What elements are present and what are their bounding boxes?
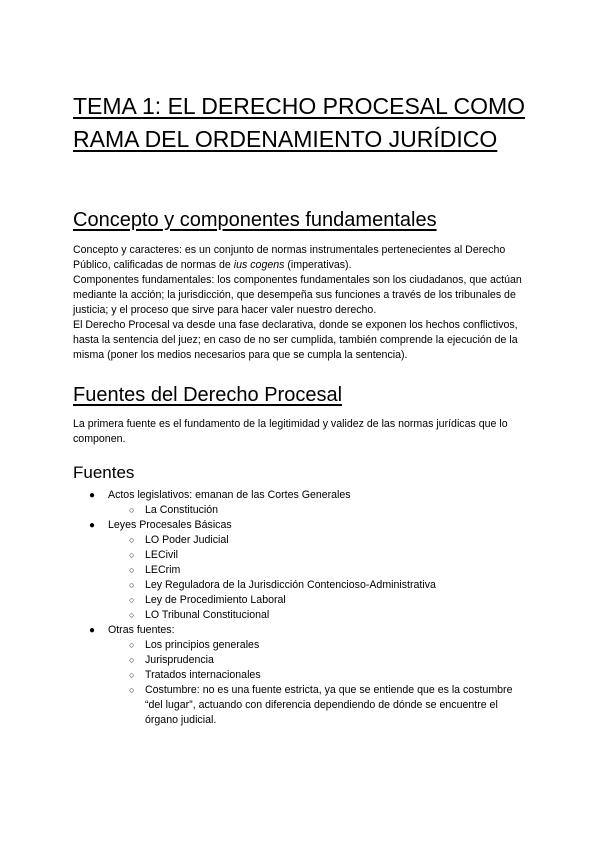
section-concepto-body [73,243,538,363]
sub-list-item [73,548,543,563]
circle-bullet-icon: ○ [129,595,135,605]
sub-list-item-label: Ley de Procedimiento Laboral [145,594,286,606]
circle-bullet-icon: ○ [129,565,135,575]
bullet-icon: ● [89,490,96,501]
sub-list-item-label: LO Poder Judicial [145,534,229,546]
list-item [73,518,543,533]
section-fuentes-body [73,417,538,447]
sub-list-item-label: Ley Reguladora de la Jurisdicción Contencioso-Administrativa [145,579,436,591]
sub-list-item [73,638,543,653]
paragraph-text: (imperativas). [284,259,352,271]
sub-list-item-label: La Constitución [145,504,219,516]
paragraph-componentes: Componentes fundamentales: los componentes fundamentales son los ciudadanos, que actúan mediante la acción; la jurisdicción, que desempeña sus funciones a través de los tribunales de justicia; y el proceso que sirve para hacer valer nuestro derecho. [73,274,522,316]
circle-bullet-icon: ○ [129,670,135,680]
paragraph-fases: El Derecho Procesal va desde una fase declarativa, donde se exponen los hechos conflictivos, hasta la sentencia del juez; en caso de no ser cumplida, también comprende la ejecución de la misma (poner los medios necesarios para que se cumpla la sentencia). [73,319,518,361]
fuentes-list [73,488,543,728]
sub-list-item-label: Tratados internacionales [145,669,261,681]
list-item [73,488,543,503]
circle-bullet-icon: ○ [129,655,135,665]
circle-bullet-icon: ○ [129,685,135,695]
sub-list-item-label: Costumbre: no es una fuente estricta, ya que se entiende que es la costumbre “del lugar”, actuando con diferencia dependiendo de dónde se encuentre el órgano judicial. [145,684,513,726]
paragraph-concepto [73,243,538,273]
circle-bullet-icon: ○ [129,610,135,620]
sub-list-item-label: Jurisprudencia [145,654,214,666]
list-item-label: Actos legislativos: emanan de las Cortes Generales [108,489,351,501]
paragraph-text: Concepto y caracteres: es un conjunto de normas instrumentales pertenecientes al Derecho Público, calificadas de normas de [73,244,506,271]
circle-bullet-icon: ○ [129,550,135,560]
bullet-icon: ● [89,520,96,531]
circle-bullet-icon: ○ [129,640,135,650]
subsection-heading-fuentes: Fuentes [73,463,135,482]
sub-list-item [73,533,543,548]
sub-list-item-label: LECrim [145,564,181,576]
sub-list-item [73,683,543,728]
section-heading-concepto: Concepto y componentes fundamentales [73,209,437,231]
circle-bullet-icon: ○ [129,535,135,545]
emphasis-text: ius cogens [233,259,285,271]
document-title: TEMA 1: EL DERECHO PROCESAL COMO RAMA DEL ORDENAMIENTO JURÍDICO [73,93,526,152]
list-item-label: Leyes Procesales Básicas [108,519,232,531]
circle-bullet-icon: ○ [129,505,135,515]
circle-bullet-icon: ○ [129,580,135,590]
sub-list-item [73,668,543,683]
sub-list-item-label: Los principios generales [145,639,260,651]
sub-list-item [73,608,543,623]
bullet-icon: ● [89,625,96,636]
sub-list-item [73,593,543,608]
section-heading-fuentes-derecho: Fuentes del Derecho Procesal [73,384,343,406]
paragraph-legitimidad: La primera fuente es el fundamento de la legitimidad y validez de las normas jurídicas que lo componen. [73,418,508,445]
list-item-label: Otras fuentes: [108,624,175,636]
sub-list-item [73,503,543,518]
sub-list-item [73,563,543,578]
list-item [73,623,543,638]
sub-list-item-label: LO Tribunal Constitucional [145,609,270,621]
sub-list-item [73,578,543,593]
sub-list-item [73,653,543,668]
sub-list-item-label: LECivil [145,549,178,561]
